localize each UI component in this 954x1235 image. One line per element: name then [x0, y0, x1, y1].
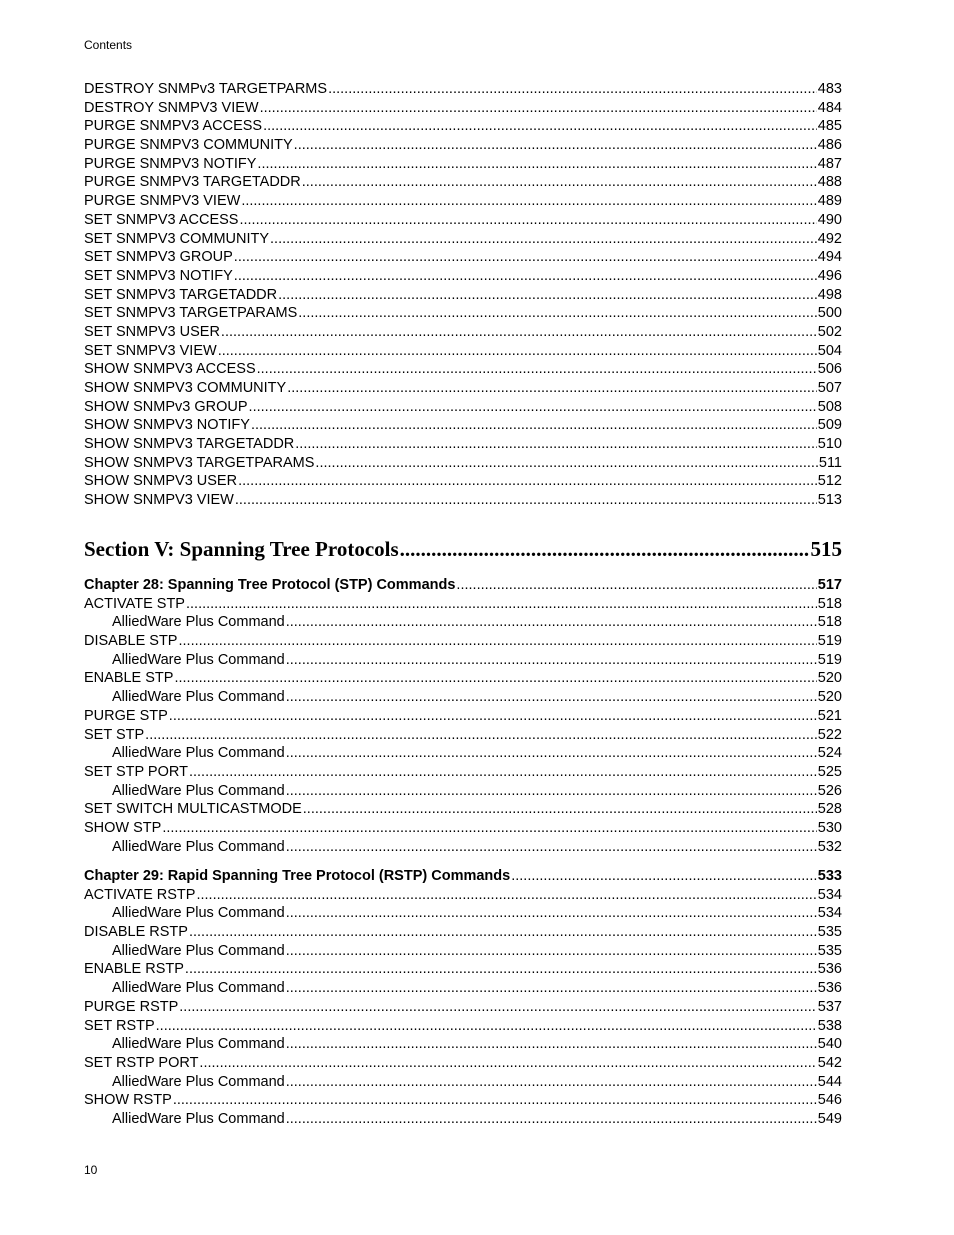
- section-page: 515: [810, 537, 842, 561]
- entry-page: 518: [817, 614, 842, 631]
- entry-label: PURGE RSTP: [84, 998, 179, 1015]
- entry-label: AlliedWare Plus Command: [112, 1110, 285, 1127]
- entry-page: 542: [817, 1054, 842, 1071]
- leader-dots: [286, 904, 817, 923]
- entry-label: SET SNMPV3 TARGETPARAMS: [84, 305, 298, 322]
- entry-label: SET SNMPV3 COMMUNITY: [84, 230, 270, 247]
- toc-entry[interactable]: [84, 886, 842, 905]
- chapter-page: 517: [817, 577, 842, 593]
- entry-label: SET SNMPV3 USER: [84, 323, 220, 340]
- entry-label: DESTROY SNMPv3 TARGETPARMS: [84, 81, 328, 97]
- entry-label: AlliedWare Plus Command: [112, 782, 285, 799]
- toc-entry[interactable]: [84, 998, 842, 1017]
- toc-subentry[interactable]: [84, 979, 842, 998]
- page-number: 10: [84, 1163, 98, 1177]
- entry-page: 520: [817, 670, 842, 687]
- entry-label: SHOW SNMPV3 ACCESS: [84, 361, 256, 378]
- entry-page: 498: [817, 286, 842, 303]
- leader-dots: [286, 979, 817, 998]
- leader-dots: [189, 763, 817, 782]
- toc-entry[interactable]: [84, 416, 842, 435]
- entry-page: 522: [817, 726, 842, 743]
- toc-entry[interactable]: [84, 960, 842, 979]
- entry-label: PURGE SNMPV3 NOTIFY: [84, 155, 257, 172]
- entry-page: 534: [817, 905, 842, 922]
- section-heading-row[interactable]: [84, 534, 842, 564]
- toc-entry[interactable]: [84, 632, 842, 651]
- entry-page: 509: [817, 417, 842, 434]
- toc-entry[interactable]: [84, 923, 842, 942]
- leader-dots: [294, 136, 817, 155]
- toc-entry[interactable]: [84, 80, 842, 99]
- entry-label: SET SNMPV3 ACCESS: [84, 211, 239, 228]
- entry-page: 510: [817, 436, 842, 453]
- entry-label: SHOW SNMPV3 NOTIFY: [84, 417, 250, 434]
- entry-label: SHOW SNMPV3 TARGETADDR: [84, 436, 295, 453]
- leader-dots: [178, 632, 816, 651]
- entry-page: 537: [817, 998, 842, 1015]
- toc-entry[interactable]: [84, 398, 842, 417]
- leader-dots: [286, 688, 817, 707]
- toc-entry[interactable]: [84, 707, 842, 726]
- entry-page: 484: [817, 99, 842, 116]
- toc-entry[interactable]: [84, 211, 842, 230]
- leader-dots: [145, 726, 817, 745]
- entry-page: 508: [817, 398, 842, 415]
- chapter-28-entries: [84, 595, 842, 857]
- toc-subentry[interactable]: [84, 688, 842, 707]
- leader-dots: [234, 267, 817, 286]
- chapter-title: Chapter 29: Rapid Spanning Tree Protocol (RSTP) Commands: [84, 868, 511, 884]
- leader-dots: [173, 1091, 817, 1110]
- toc-entry[interactable]: [84, 323, 842, 342]
- toc-subentry[interactable]: [84, 838, 842, 857]
- entry-label: PURGE SNMPV3 ACCESS: [84, 118, 263, 135]
- entry-page: 496: [817, 267, 842, 284]
- toc-entry[interactable]: [84, 472, 842, 491]
- entry-page: 485: [817, 118, 842, 135]
- entry-page: 500: [817, 305, 842, 322]
- leader-dots: [286, 942, 817, 961]
- leader-dots: [169, 707, 817, 726]
- entry-page: 483: [817, 81, 842, 97]
- leader-dots: [287, 379, 817, 398]
- entry-label: AlliedWare Plus Command: [112, 980, 285, 997]
- entry-page: 524: [817, 745, 842, 762]
- entry-label: PURGE SNMPV3 VIEW: [84, 193, 241, 210]
- entry-label: SHOW STP: [84, 819, 162, 836]
- toc-entry[interactable]: [84, 800, 842, 819]
- entry-page: 538: [817, 1017, 842, 1034]
- toc-entry[interactable]: [84, 1017, 842, 1036]
- entry-page: 535: [817, 942, 842, 959]
- toc-entry[interactable]: [84, 595, 842, 614]
- leader-dots: [295, 435, 817, 454]
- toc-entry[interactable]: [84, 267, 842, 286]
- leader-dots: [234, 248, 817, 267]
- entry-page: 519: [817, 633, 842, 650]
- leader-dots: [257, 155, 816, 174]
- toc-entry[interactable]: [84, 1054, 842, 1073]
- entry-page: 502: [817, 323, 842, 340]
- entry-label: AlliedWare Plus Command: [112, 1073, 285, 1090]
- leader-dots: [286, 782, 817, 801]
- toc-entry[interactable]: [84, 286, 842, 305]
- leader-dots: [199, 1054, 816, 1073]
- toc-entry[interactable]: [84, 819, 842, 838]
- entry-label: SET RSTP PORT: [84, 1054, 199, 1071]
- entry-label: SHOW SNMPv3 GROUP: [84, 398, 248, 415]
- leader-dots: [235, 491, 817, 510]
- toc-entry[interactable]: [84, 304, 842, 323]
- leader-dots: [185, 960, 817, 979]
- entry-page: 549: [817, 1110, 842, 1127]
- entry-page: 494: [817, 249, 842, 266]
- entry-label: ACTIVATE RSTP: [84, 886, 196, 903]
- toc-subentry[interactable]: [84, 1110, 842, 1129]
- entry-label: SET SNMPV3 GROUP: [84, 249, 233, 266]
- entry-page: 540: [817, 1036, 842, 1053]
- chapter-29-block: [84, 867, 842, 1129]
- entry-page: 525: [817, 763, 842, 780]
- entry-page: 536: [817, 980, 842, 997]
- entry-page: 512: [817, 473, 842, 490]
- entry-label: SET RSTP: [84, 1017, 155, 1034]
- toc-entry[interactable]: [84, 379, 842, 398]
- entry-page: 507: [817, 380, 842, 396]
- entry-label: AlliedWare Plus Command: [112, 905, 285, 922]
- entry-label: AlliedWare Plus Command: [112, 745, 285, 762]
- snmp-toc-list: [84, 80, 842, 510]
- entry-page: 518: [817, 595, 842, 612]
- toc-subentry[interactable]: [84, 782, 842, 801]
- entry-label: AlliedWare Plus Command: [112, 651, 285, 668]
- chapter-29-entries: [84, 886, 842, 1129]
- entry-page: 511: [818, 454, 842, 471]
- leader-dots: [286, 613, 817, 632]
- toc-subentry[interactable]: [84, 651, 842, 670]
- entry-page: 544: [817, 1073, 842, 1090]
- entry-page: 488: [817, 174, 842, 191]
- leader-dots: [511, 867, 817, 886]
- entry-page: 546: [817, 1092, 842, 1109]
- leader-dots: [400, 534, 810, 564]
- toc-entry[interactable]: [84, 117, 842, 136]
- leader-dots: [249, 398, 817, 417]
- leader-dots: [239, 211, 816, 230]
- leader-dots: [286, 1110, 817, 1129]
- entry-page: 520: [817, 689, 842, 706]
- toc-entry[interactable]: [84, 454, 842, 473]
- entry-label: SHOW SNMPV3 TARGETPARAMS: [84, 454, 315, 471]
- entry-page: 504: [817, 342, 842, 359]
- entry-page: 506: [817, 361, 842, 378]
- entry-label: PURGE STP: [84, 707, 168, 724]
- toc-entry[interactable]: [84, 136, 842, 155]
- entry-label: SHOW SNMPV3 VIEW: [84, 492, 234, 509]
- toc-subentry[interactable]: [84, 904, 842, 923]
- entry-label: SHOW SNMPV3 USER: [84, 473, 238, 490]
- toc-entry[interactable]: [84, 669, 842, 688]
- entry-page: 535: [817, 924, 842, 941]
- entry-label: AlliedWare Plus Command: [112, 614, 285, 631]
- toc-entry[interactable]: [84, 726, 842, 745]
- entry-label: AlliedWare Plus Command: [112, 838, 285, 855]
- leader-dots: [286, 838, 817, 857]
- chapter-28-heading[interactable]: [84, 576, 842, 595]
- leader-dots: [221, 323, 817, 342]
- entry-page: 486: [817, 137, 842, 154]
- running-header: Contents: [84, 38, 133, 52]
- leader-dots: [270, 230, 817, 249]
- entry-page: 519: [817, 651, 842, 668]
- chapter-page: 533: [817, 868, 842, 884]
- chapter-28-block: [84, 576, 842, 856]
- entry-label: SET STP: [84, 726, 145, 743]
- leader-dots: [174, 669, 816, 688]
- entry-label: DESTROY SNMPV3 VIEW: [84, 99, 259, 116]
- toc-entry[interactable]: [84, 360, 842, 379]
- entry-label: PURGE SNMPV3 COMMUNITY: [84, 137, 293, 154]
- toc-entry[interactable]: [84, 99, 842, 118]
- entry-page: 528: [817, 801, 842, 818]
- leader-dots: [196, 886, 816, 905]
- entry-label: PURGE SNMPV3 TARGETADDR: [84, 174, 301, 191]
- toc-subentry[interactable]: [84, 744, 842, 763]
- entry-label: SET STP PORT: [84, 763, 188, 780]
- toc-entry[interactable]: [84, 491, 842, 510]
- leader-dots: [286, 1035, 817, 1054]
- toc-entry[interactable]: [84, 192, 842, 211]
- leader-dots: [260, 99, 817, 118]
- entry-label: AlliedWare Plus Command: [112, 942, 285, 959]
- leader-dots: [315, 454, 817, 473]
- toc-entry[interactable]: [84, 230, 842, 249]
- toc-entry[interactable]: [84, 155, 842, 174]
- toc-entry[interactable]: [84, 1091, 842, 1110]
- entry-label: DISABLE RSTP: [84, 924, 188, 941]
- leader-dots: [241, 192, 816, 211]
- leader-dots: [302, 173, 817, 192]
- leader-dots: [251, 416, 817, 435]
- leader-dots: [286, 744, 817, 763]
- entry-page: 492: [817, 230, 842, 247]
- entry-page: 487: [817, 155, 842, 172]
- leader-dots: [286, 1073, 817, 1092]
- entry-label: SHOW SNMPV3 COMMUNITY: [84, 380, 287, 396]
- chapter-title: Chapter 28: Spanning Tree Protocol (STP) Commands: [84, 577, 456, 593]
- leader-dots: [189, 923, 817, 942]
- leader-dots: [278, 286, 817, 305]
- toc-entry[interactable]: [84, 173, 842, 192]
- leader-dots: [456, 576, 816, 595]
- entry-label: AlliedWare Plus Command: [112, 689, 285, 706]
- entry-page: 513: [817, 492, 842, 509]
- toc-subentry[interactable]: [84, 942, 842, 961]
- entry-page: 536: [817, 961, 842, 978]
- leader-dots: [257, 360, 817, 379]
- toc-entry[interactable]: [84, 435, 842, 454]
- leader-dots: [303, 800, 817, 819]
- entry-label: ENABLE RSTP: [84, 961, 184, 978]
- entry-label: SET SWITCH MULTICASTMODE: [84, 801, 302, 818]
- toc-entry[interactable]: [84, 342, 842, 361]
- entry-label: DISABLE STP: [84, 633, 178, 650]
- entry-label: SET SNMPV3 NOTIFY: [84, 267, 233, 284]
- leader-dots: [263, 117, 817, 136]
- entry-page: 489: [817, 193, 842, 210]
- entry-page: 521: [817, 707, 842, 724]
- entry-page: 490: [817, 211, 842, 228]
- toc-entry[interactable]: [84, 763, 842, 782]
- toc-entry[interactable]: [84, 248, 842, 267]
- leader-dots: [218, 342, 817, 361]
- leader-dots: [238, 472, 817, 491]
- leader-dots: [298, 304, 817, 323]
- leader-dots: [162, 819, 816, 838]
- entry-page: 534: [817, 886, 842, 903]
- leader-dots: [179, 998, 817, 1017]
- leader-dots: [328, 80, 817, 99]
- chapter-29-heading[interactable]: [84, 867, 842, 886]
- entry-label: SET SNMPV3 VIEW: [84, 342, 217, 359]
- leader-dots: [156, 1017, 817, 1036]
- leader-dots: [186, 595, 817, 614]
- entry-label: SET SNMPV3 TARGETADDR: [84, 286, 278, 303]
- entry-label: AlliedWare Plus Command: [112, 1036, 285, 1053]
- entry-page: 532: [817, 838, 842, 855]
- entry-label: SHOW RSTP: [84, 1092, 172, 1109]
- entry-page: 530: [817, 819, 842, 836]
- toc-subentry[interactable]: [84, 613, 842, 632]
- toc-subentry[interactable]: [84, 1035, 842, 1054]
- section-title: Section V: Spanning Tree Protocols: [84, 537, 399, 561]
- toc-subentry[interactable]: [84, 1073, 842, 1092]
- entry-label: ENABLE STP: [84, 670, 174, 687]
- entry-page: 526: [817, 782, 842, 799]
- entry-label: ACTIVATE STP: [84, 595, 185, 612]
- leader-dots: [286, 651, 817, 670]
